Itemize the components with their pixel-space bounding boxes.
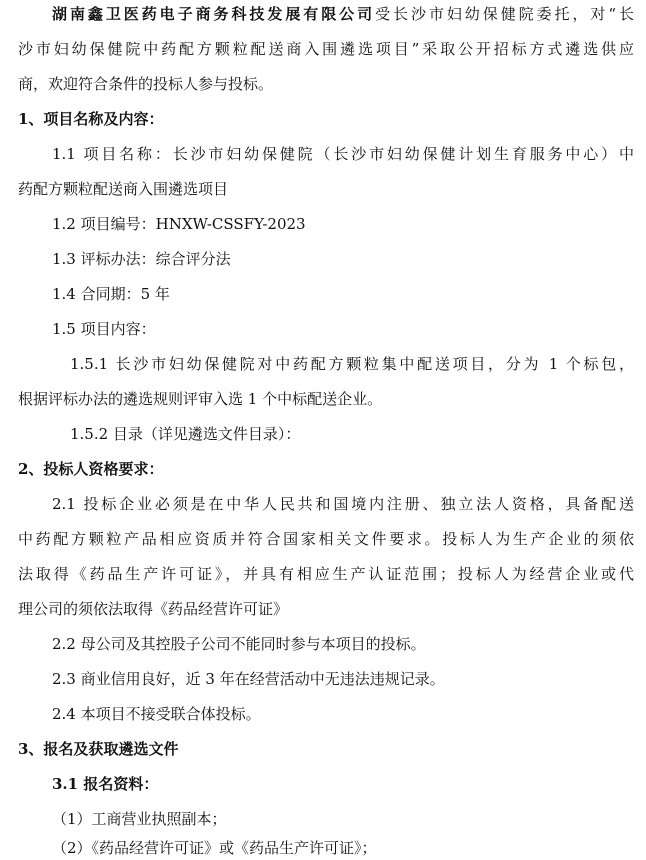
intro-line-1 [52,2,634,26]
item-1-5-2: 1.5.2 目录（详见遴选文件目录）： [70,425,301,443]
item-2-1-line-3: 法取得《药品生产许可证》，并具有相应生产认证范围；投标人为经营企业或代 [18,565,634,583]
organization-name: 湖南鑫卫医药电子商务科技发展有限公司 [52,5,376,23]
intro-line-2: 沙市妇幼保健院中药配方颗粒配送商入围遴选项目”采取公开招标方式遴选供应 [18,40,634,58]
item-1-5-1-line-1: 1.5.1 长沙市妇幼保健院对中药配方颗粒集中配送项目，分为 1 个标包， [70,355,634,373]
intro-text: 受长沙市妇幼保健院委托，对“长 [375,5,634,23]
item-2-1-line-2: 中药配方颗粒产品相应资质并符合国家相关文件要求。投标人为生产企业的须依 [18,530,634,548]
item-1-4: 1.4 合同期：5 年 [52,285,170,303]
section-1-heading: 1、项目名称及内容： [18,110,164,128]
item-3-1-1: （1）工商营业执照副本； [52,810,227,828]
item-1-5-1-line-2: 根据评标办法的遴选规则评审入选 1 个中标配送企业。 [18,390,383,408]
item-3-1: 3.1 报名资料： [52,775,159,793]
item-1-1-line-2: 药配方颗粒配送商入围遴选项目 [18,180,229,198]
section-2-heading: 2、投标人资格要求： [18,460,164,478]
item-3-1-2: （2）《药品经营许可证》或《药品生产许可证》； [52,839,377,857]
item-2-1-line-4: 理公司的须依法取得《药品经营许可证》 [18,600,289,618]
item-2-2: 2.2 母公司及其控股子公司不能同时参与本项目的投标。 [52,635,426,653]
item-2-3: 2.3 商业信用良好，近 3 年在经营活动中无违法违规记录。 [52,670,445,688]
item-2-1-line-1: 2.1 投标企业必须是在中华人民共和国境内注册、独立法人资格，具备配送 [52,495,634,513]
item-1-5: 1.5 项目内容： [52,320,156,338]
section-3-heading: 3、报名及获取遴选文件 [18,740,179,758]
item-1-1-line-1: 1.1 项目名称：长沙市妇幼保健院（长沙市妇幼保健计划生育服务中心）中 [52,145,634,163]
item-1-2: 1.2 项目编号：HNXW-CSSFY-2023 [52,215,306,233]
item-1-3: 1.3 评标办法：综合评分法 [52,250,231,268]
intro-line-3: 商，欢迎符合条件的投标人参与投标。 [18,75,274,93]
item-2-4: 2.4 本项目不接受联合体投标。 [52,705,261,723]
